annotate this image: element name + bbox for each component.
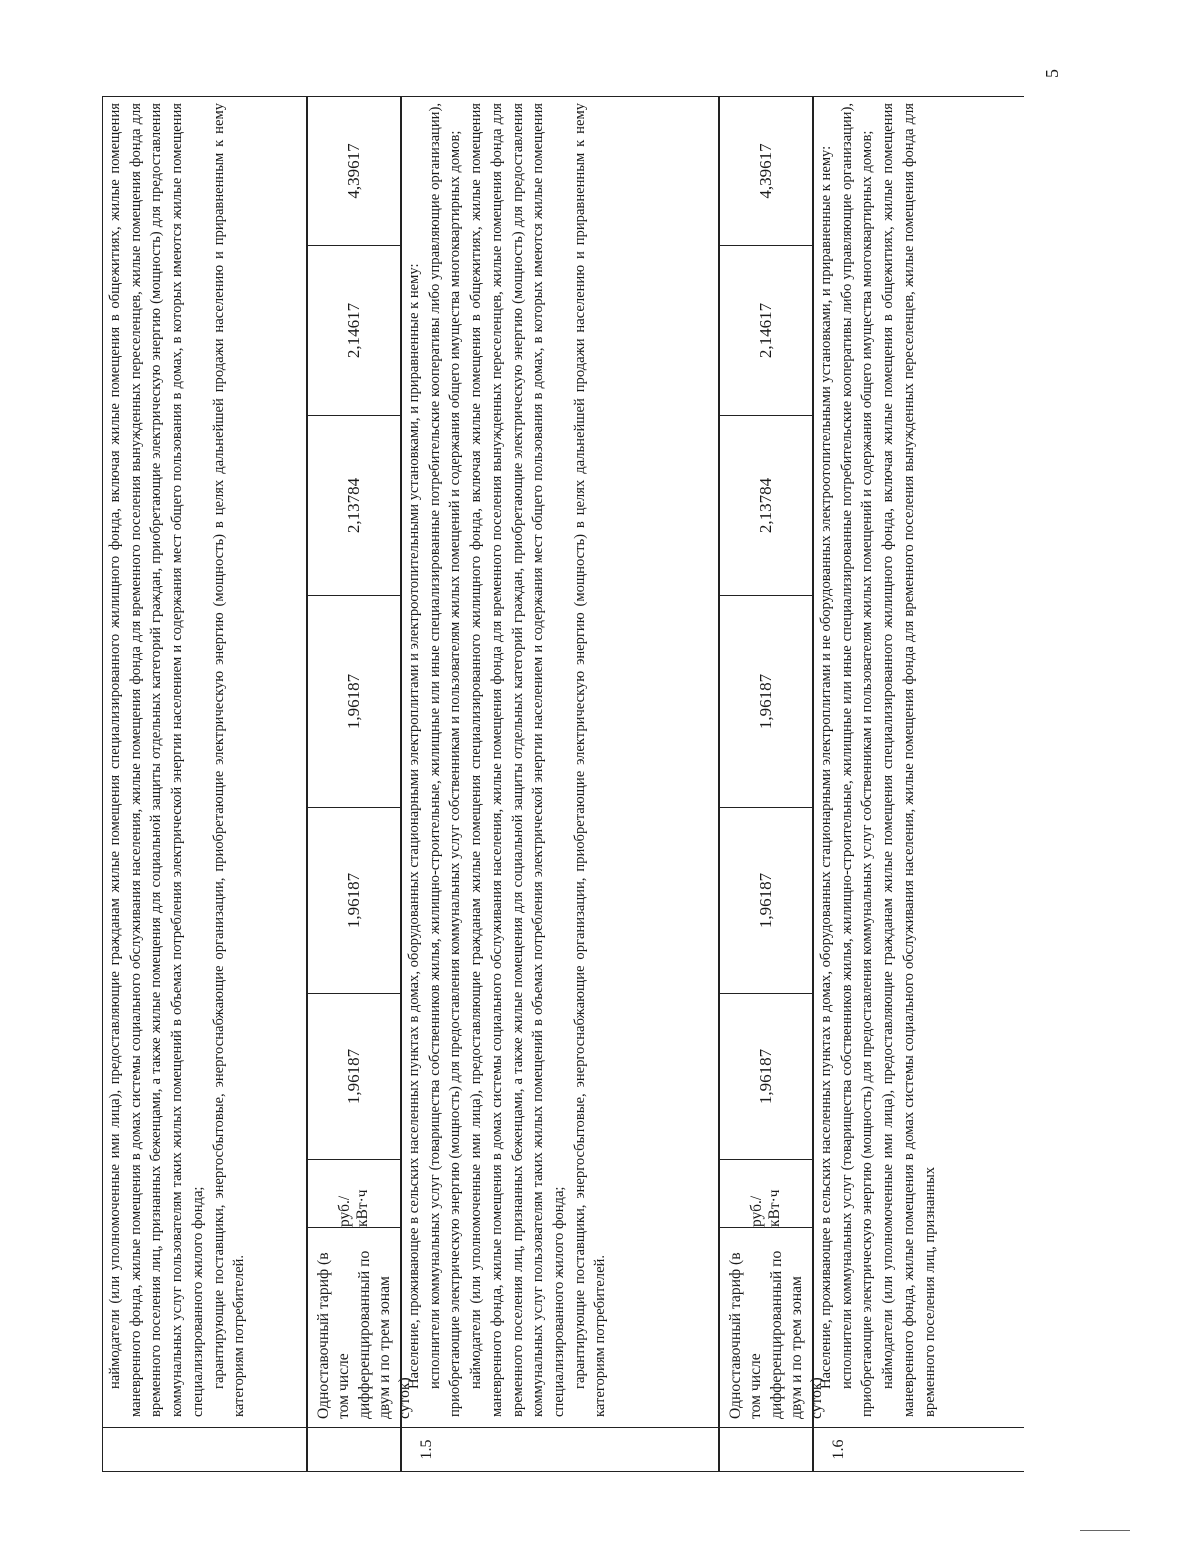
page-number: 5 [1042, 69, 1062, 78]
tariff-value: 2,13784 [720, 415, 812, 595]
tariff-value: 1,96187 [308, 595, 400, 807]
row-text-cell [402, 97, 718, 1427]
tariff-value: 2,14617 [308, 245, 400, 415]
rotated-tariff-table [102, 96, 1024, 1472]
tariff-unit: руб./кВт·ч [720, 1159, 812, 1227]
tariff-value: 1,96187 [308, 993, 400, 1159]
tariff-label: Одноставочный тариф (в том числе дифференцированный по двум и по трем зонам суток) [308, 1227, 400, 1427]
paragraph: исполнители коммунальных услуг (товарищества собственников жилья, жилищно-строительные, жилищные или иные специализированные потребительские кооперативы либо управляющие организации), приобретающие электрическую энергию (мощность) для предоставления коммунальных услуг собственникам и пользователям жилых помещений и содержания общего имущества многоквартирных домов; [426, 103, 464, 1417]
paragraph: наймодатели (или уполномоченные ими лица), предоставляющие гражданам жилые помещения специализированного жилищного фонда, включая жилые помещения в общежитиях, жилые помещения маневренного фонда, жилые помещения в домах системы социального обслуживания населения, жилые помещения фонда для временного поселения вынужденных переселенцев, жилые помещения фонда для временного поселения лиц, признанных беженцами, а также жилые помещения для социальной защиты отдельных категорий граждан, приобретающие электрическую энергию (мощность) для предоставления коммунальных услуг пользователям таких жилых помещений в объемах потребления электрической энергии населением и содержания мест общего пользования в домах, в которых имеются жилые помещения специализированного жилого фонда; [468, 103, 568, 1417]
tariff-value: 4,39617 [756, 143, 775, 199]
tariff-unit: руб./кВт·ч [308, 1159, 400, 1227]
section-1-6-text-row [813, 96, 1024, 1472]
row-number-cell: 1.6 [814, 1427, 1024, 1471]
row-number-cell [720, 1427, 812, 1471]
section-1-5-text-row [401, 96, 719, 1472]
row-text-cell [814, 97, 1024, 1427]
paragraph: исполнители коммунальных услуг (товарищества собственников жилья, жилищно-строительные, жилищные или иные специализированные потребительские кооперативы либо управляющие организации), приобретающие электрическую энергию (мощность) для предоставления коммунальных услуг собственникам и пользователям жилых помещений и содержания общего имущества многоквартирных домов; [838, 103, 876, 1417]
tariff-value: 1,96187 [720, 993, 812, 1159]
paragraph: гарантирующие поставщики, энергосбытовые, энергоснабжающие организации, приобретающие электрическую энергию (мощность) в целях дальнейшей продажи населению и приравненным к нему категориям потребителей. [571, 103, 609, 1417]
row-number-cell [308, 1427, 400, 1471]
row-number-cell: 1.5 [402, 1427, 718, 1471]
row-number-cell [103, 1427, 306, 1471]
paragraph: гарантирующие поставщики, энергосбытовые, энергоснабжающие организации, приобретающие электрическую энергию (мощность) в целях дальнейшей продажи населению и приравненным к нему категориям потребителей. [210, 103, 248, 1417]
tariff-label: Одноставочный тариф (в том числе дифференцированный по двум и по трем зонам суток) [720, 1227, 812, 1427]
tariff-value: 4,39617 [344, 143, 363, 199]
paragraph: Население, проживающее в сельских населенных пунктах в домах, оборудованных стационарными электроплитами и не оборудованных электроотопительными установками, и приравненные к нему: [818, 145, 834, 1389]
tariff-value: 1,96187 [720, 595, 812, 807]
scan-mark [1080, 1530, 1130, 1531]
tariff-value: 2,14617 [720, 245, 812, 415]
paragraph: Население, проживающее в сельских населенных пунктах в домах, оборудованных стационарными электроплитами и электроотопительными установками, и приравненные к нему: [406, 263, 422, 1389]
paragraph: наймодатели (или уполномоченные ими лица), предоставляющие гражданам жилые помещения специализированного жилищного фонда, включая жилые помещения в общежитиях, жилые помещения маневренного фонда, жилые помещения в домах системы социального обслуживания населения, жилые помещения фонда для временного поселения вынужденных переселенцев, жилые помещения фонда для временного поселения лиц, признанных беженцами, а также жилые помещения для социальной защиты отдельных категорий граждан, приобретающие электрическую энергию (мощность) для предоставления коммунальных услуг пользователям таких жилых помещений в объемах потребления электрической энергии населением и содержания мест общего пользования в домах, в которых имеются жилые помещения специализированного жилого фонда; [107, 103, 206, 1417]
paragraph: наймодатели (или уполномоченные ими лица), предоставляющие гражданам жилые помещения специализированного жилищного фонда, включая жилые помещения в общежитиях, жилые помещения маневренного фонда, жилые помещения в домах системы социального обслуживания населения, жилые помещения фонда для временного поселения вынужденных переселенцев, жилые помещения фонда для временного поселения лиц, признанных [880, 103, 938, 1417]
tariff-value: 2,13784 [308, 415, 400, 595]
row-text-cell [103, 97, 306, 1427]
tariff-value: 1,96187 [308, 807, 400, 993]
tariff-value: 1,96187 [720, 807, 812, 993]
section-continuation-text-row [102, 96, 307, 1472]
